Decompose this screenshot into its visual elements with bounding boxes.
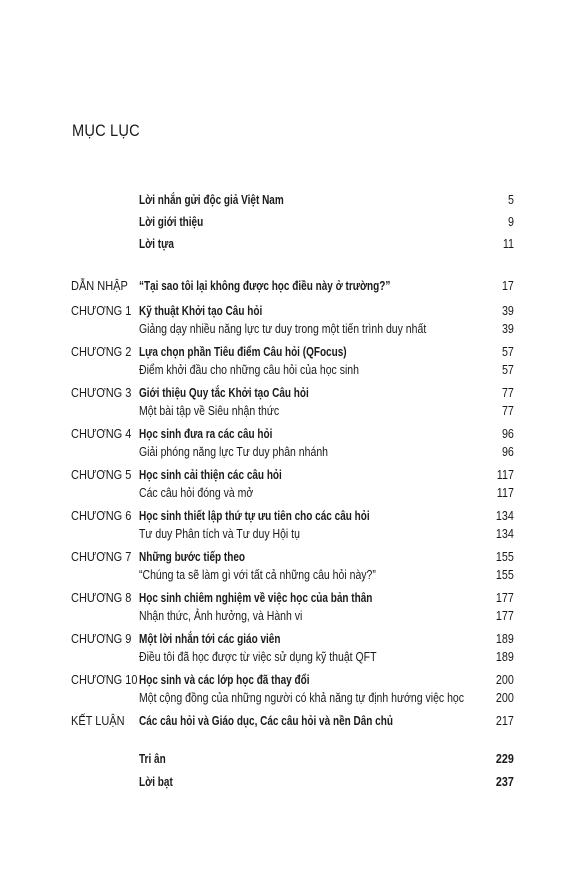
toc-title: MỤC LỤC (72, 121, 140, 140)
chapter-page: 117 (496, 468, 514, 482)
subtitle-page: 117 (496, 486, 514, 500)
toc-subtitle-row[interactable] (0, 445, 586, 463)
toc-entry[interactable] (0, 215, 586, 233)
subtitle-page: 134 (496, 527, 514, 541)
entry-page: 237 (496, 775, 514, 789)
entry-page: 5 (508, 193, 514, 207)
chapter-label: CHƯƠNG 5 (71, 468, 132, 482)
chapter-subtitle: “Chúng ta sẽ làm gì với tất cả những câu hỏi này?” (139, 568, 376, 582)
chapter-title: Học sinh đưa ra các câu hỏi (139, 427, 273, 441)
chapter-label: CHƯƠNG 9 (71, 632, 132, 646)
entry-title: Lời tựa (139, 237, 174, 251)
toc-chapter-row[interactable] (0, 509, 586, 527)
toc-entry[interactable] (0, 237, 586, 255)
entry-title: Lời nhắn gửi độc giả Việt Nam (139, 193, 284, 207)
entry-title: Lời giới thiệu (139, 215, 204, 229)
toc-chapter-row[interactable] (0, 468, 586, 486)
chapter-page: 77 (502, 386, 514, 400)
chapter-title: “Tại sao tôi lại không được học điều này ở trường?” (139, 279, 391, 293)
chapter-page: 57 (502, 345, 514, 359)
chapter-label: DẪN NHẬP (71, 279, 128, 293)
toc-chapter-row[interactable] (0, 632, 586, 650)
chapter-title: Học sinh cải thiện các câu hỏi (139, 468, 282, 482)
chapter-page: 96 (502, 427, 514, 441)
subtitle-page: 57 (502, 363, 514, 377)
toc-chapter-row[interactable] (0, 304, 586, 322)
chapter-title: Một lời nhắn tới các giáo viên (139, 632, 281, 646)
toc-subtitle-row[interactable] (0, 363, 586, 381)
chapter-title: Học sinh chiêm nghiệm về việc học của bản thân (139, 591, 373, 605)
chapter-subtitle: Nhận thức, Ảnh hưởng, và Hành vi (139, 609, 303, 623)
entry-title: Tri ân (139, 752, 166, 766)
chapter-subtitle: Giải phóng năng lực Tư duy phân nhánh (139, 445, 328, 459)
chapter-page: 200 (496, 673, 514, 687)
toc-subtitle-row[interactable] (0, 322, 586, 340)
toc-subtitle-row[interactable] (0, 486, 586, 504)
chapter-subtitle: Tư duy Phân tích và Tư duy Hội tụ (139, 527, 300, 541)
entry-page: 11 (502, 237, 514, 251)
chapter-label: CHƯƠNG 10 (71, 673, 138, 687)
toc-chapter-row[interactable] (0, 345, 586, 363)
entry-page: 9 (508, 215, 514, 229)
chapter-title: Những bước tiếp theo (139, 550, 246, 564)
subtitle-page: 155 (496, 568, 514, 582)
chapter-subtitle: Một bài tập về Siêu nhận thức (139, 404, 280, 418)
subtitle-page: 39 (502, 322, 514, 336)
toc-subtitle-row[interactable] (0, 609, 586, 627)
subtitle-page: 200 (496, 691, 514, 705)
chapter-page: 39 (502, 304, 514, 318)
chapter-subtitle: Các câu hỏi đóng và mở (139, 486, 254, 500)
chapter-title: Kỹ thuật Khởi tạo Câu hỏi (139, 304, 263, 318)
chapter-page: 134 (496, 509, 514, 523)
toc-subtitle-row[interactable] (0, 691, 586, 709)
chapter-title: Học sinh và các lớp học đã thay đổi (139, 673, 310, 687)
toc-chapter-row[interactable] (0, 714, 586, 732)
subtitle-page: 189 (496, 650, 514, 664)
chapter-page: 177 (496, 591, 514, 605)
subtitle-page: 177 (496, 609, 514, 623)
toc-entry[interactable] (0, 752, 586, 770)
chapter-title: Các câu hỏi và Giáo dục, Các câu hỏi và nền Dân chủ (139, 714, 393, 728)
toc-chapter-row[interactable] (0, 386, 586, 404)
entry-page: 229 (496, 752, 514, 766)
chapter-page: 217 (496, 714, 514, 728)
chapter-title: Học sinh thiết lập thứ tự ưu tiên cho các câu hỏi (139, 509, 370, 523)
chapter-label: CHƯƠNG 8 (71, 591, 132, 605)
chapter-page: 189 (496, 632, 514, 646)
toc-chapter-row[interactable] (0, 673, 586, 691)
toc-chapter-row[interactable] (0, 550, 586, 568)
chapter-label: CHƯƠNG 6 (71, 509, 132, 523)
toc-entry[interactable] (0, 193, 586, 211)
toc-chapter-row[interactable] (0, 427, 586, 445)
subtitle-page: 96 (502, 445, 514, 459)
chapter-label: CHƯƠNG 2 (71, 345, 132, 359)
toc-entry[interactable] (0, 775, 586, 793)
chapter-subtitle: Giảng dạy nhiều năng lực tư duy trong một tiến trình duy nhất (139, 322, 427, 336)
chapter-subtitle: Điều tôi đã học được từ việc sử dụng kỹ thuật QFT (139, 650, 377, 664)
chapter-page: 17 (502, 279, 514, 293)
chapter-subtitle: Điểm khởi đầu cho những câu hỏi của học sinh (139, 363, 359, 377)
chapter-label: CHƯƠNG 4 (71, 427, 132, 441)
chapter-label: CHƯƠNG 1 (71, 304, 132, 318)
toc-subtitle-row[interactable] (0, 404, 586, 422)
subtitle-page: 77 (502, 404, 514, 418)
chapter-label: KẾT LUẬN (71, 714, 125, 728)
chapter-label: CHƯƠNG 3 (71, 386, 132, 400)
chapter-title: Lựa chọn phần Tiêu điểm Câu hỏi (QFocus) (139, 345, 347, 359)
toc-chapter-row[interactable] (0, 591, 586, 609)
chapter-subtitle: Một cộng đồng của những người có khả năng tự định hướng việc học (139, 691, 465, 705)
toc-subtitle-row[interactable] (0, 527, 586, 545)
toc-chapter-row[interactable] (0, 279, 586, 297)
toc-subtitle-row[interactable] (0, 568, 586, 586)
toc-subtitle-row[interactable] (0, 650, 586, 668)
chapter-page: 155 (496, 550, 514, 564)
chapter-label: CHƯƠNG 7 (71, 550, 132, 564)
chapter-title: Giới thiệu Quy tắc Khởi tạo Câu hỏi (139, 386, 309, 400)
entry-title: Lời bạt (139, 775, 173, 789)
